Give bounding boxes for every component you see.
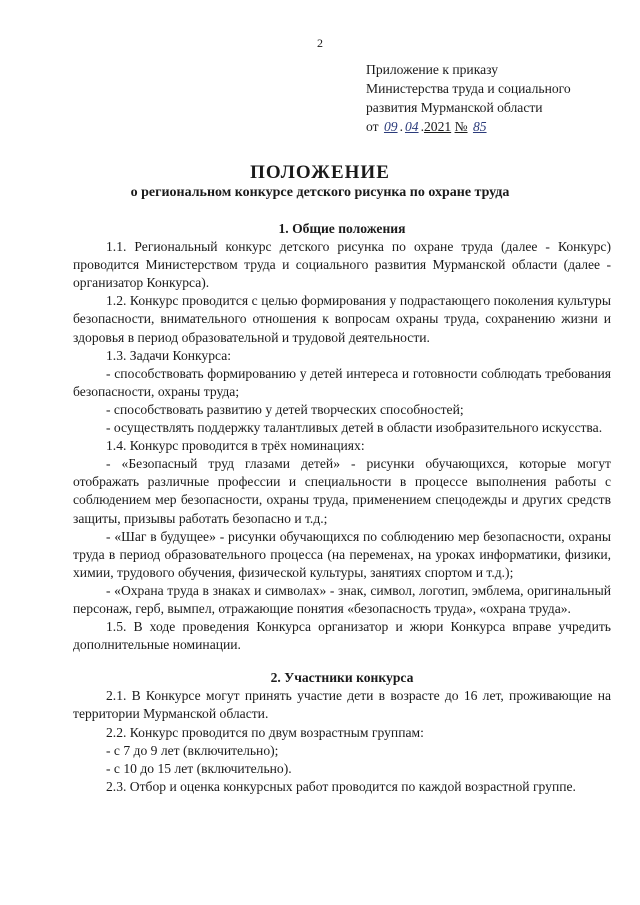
page-number: 2 [317,36,323,50]
order-month: 04 [404,119,419,134]
section-heading: 1. Общие положения [278,221,406,236]
appendix-line: Министерства труда и социального [366,81,571,96]
order-day: 09 [383,119,398,134]
paragraph: 2.3. Отбор и оценка конкурсных работ проводится по каждой возрастной группе. [106,778,576,794]
order-prefix: от [366,119,379,134]
paragraph: 1.1. Региональный конкурс детского рисунка по охране труда (далее - Конкурс) проводится Министерством труда и социального развития Мурманской области (далее - организатор Конкурса). [73,239,611,291]
document-title: ПОЛОЖЕНИЕ [250,162,390,183]
paragraph: 1.2. Конкурс проводится с целью формирования у подрастающего поколения культуры безопасности, внимательного отношения к вопросам охраны труда, сохранению жизни и здоровья в период образовательной и трудовой деятельности. [73,293,611,345]
order-year: 2021 [423,119,452,134]
document-body [73,220,611,796]
appendix-block [366,60,571,136]
paragraph: 1.4. Конкурс проводится в трёх номинациях: [106,438,365,454]
list-item: - способствовать формированию у детей интереса и готовности соблюдать требования безопасности, охраны труда; [73,365,611,399]
list-item: - «Шаг в будущее» - рисунки обучающихся по соблюдению мер безопасности, охраны труда в период образовательного процесса (на переменах, на уроках информатики, физики, химии, трудового обучения, физической культуры, занятиях спортом и т.д.); [73,528,611,580]
list-item: - с 10 до 15 лет (включительно). [106,760,292,776]
list-item: - «Охрана труда в знаках и символах» - знак, символ, логотип, эмблема, оригинальный персонаж, герб, вымпел, отражающие понятия «безопасность труда», «охрана труда». [73,582,611,616]
document-subtitle: о региональном конкурсе детского рисунка по охране труда [130,185,510,200]
order-date-number-line: от 09 . 04 .2021 № 85 [366,119,487,134]
paragraph: 1.5. В ходе проведения Конкурса организатор и жюри Конкурса вправе учредить дополнительные номинации. [73,619,611,653]
paragraph: 1.3. Задачи Конкурса: [106,347,232,363]
list-item: - с 7 до 9 лет (включительно); [106,742,279,758]
list-item: - «Безопасный труд глазами детей» - рисунки обучающихся, которые могут отображать различные профессии и специальности в процессе выполнения работы с соблюдением мер безопасности, охраны труда, применением спецодежды и других средств защиты, призывы работать безопасно и т.д.; [73,456,611,526]
paragraph: 2.1. В Конкурсе могут принять участие дети в возрасте до 16 лет, проживающие на территории Мурманской области. [73,688,611,722]
list-item: - способствовать развитию у детей творческих способностей; [106,401,464,417]
order-number-label: № [454,119,468,134]
order-number: 85 [472,119,487,134]
list-item: - осуществлять поддержку талантливых детей в области изобразительного искусства. [106,420,603,436]
appendix-line: Приложение к приказу [366,62,499,77]
paragraph: 2.2. Конкурс проводится по двум возрастным группам: [106,724,424,740]
appendix-line: развития Мурманской области [366,100,543,115]
section-heading: 2. Участники конкурса [270,670,414,686]
